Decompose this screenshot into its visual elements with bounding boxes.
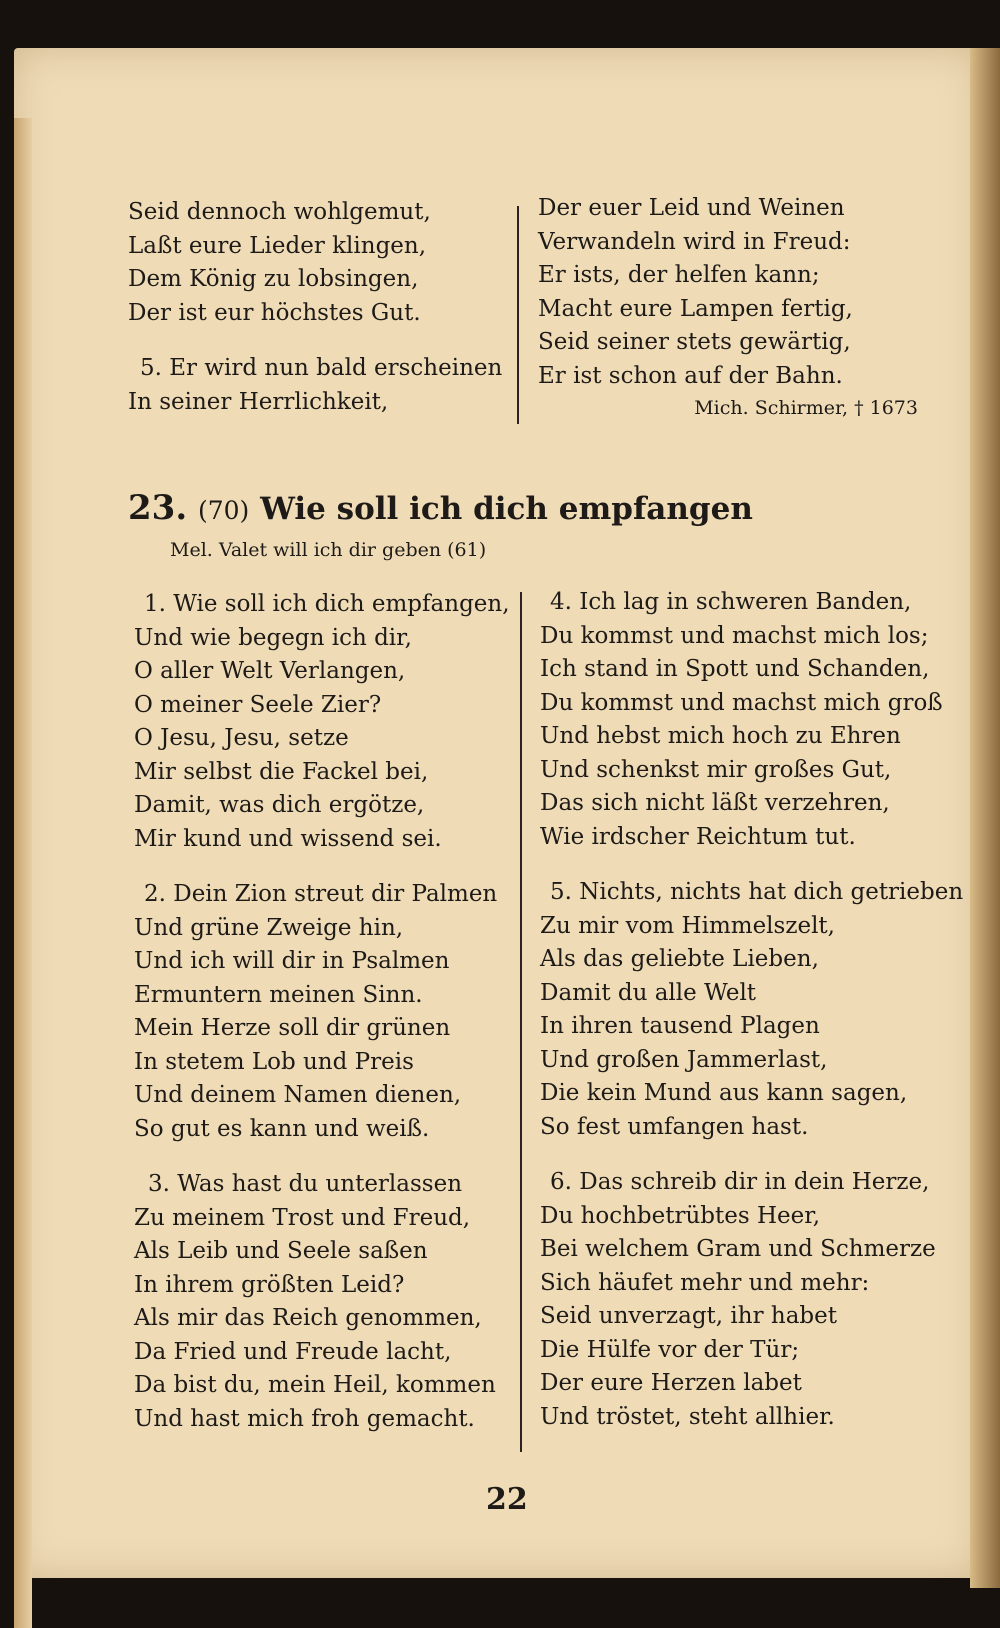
hymn-number: 23. xyxy=(128,488,188,528)
verse-line: In stetem Lob und Preis xyxy=(134,1048,414,1075)
page-number: 22 xyxy=(486,1482,528,1517)
top-right-verse xyxy=(538,192,918,419)
verse-line: Damit du alle Welt xyxy=(540,979,757,1006)
verse-line: 2. Dein Zion streut dir Palmen xyxy=(144,881,498,907)
page-edge xyxy=(14,118,32,1628)
melody-note: Mel. Valet will ich dir geben (61) xyxy=(170,539,487,561)
verse-line: In ihren tausend Plagen xyxy=(540,1013,820,1039)
verse-line: Er ists, der helfen kann; xyxy=(538,262,820,288)
verse-line: 5. Nichts, nichts hat dich getrieben xyxy=(550,879,964,905)
verse-line: 4. Ich lag in schweren Banden, xyxy=(550,589,912,615)
verse-line: Der ist eur höchstes Gut. xyxy=(128,299,421,326)
right-column xyxy=(540,586,963,1434)
hymn-heading xyxy=(128,488,753,528)
verse-line: Damit, was dich ergötze, xyxy=(134,792,425,818)
verse-line: Seid unverzagt, ihr habet xyxy=(540,1303,837,1329)
verse-line: 5. Er wird nun bald erscheinen xyxy=(140,355,503,381)
book-edge xyxy=(970,48,1000,1588)
verse-line: O meiner Seele Zier? xyxy=(134,691,382,718)
verse-line: 6. Das schreib dir in dein Herze, xyxy=(550,1169,930,1195)
verse-line: Ermuntern meinen Sinn. xyxy=(134,981,423,1008)
verse-line: Mir selbst die Fackel bei, xyxy=(134,758,429,785)
hymn-title: Wie soll ich dich empfangen xyxy=(260,491,753,527)
author-credit: Mich. Schirmer, † 1673 xyxy=(694,397,918,419)
verse-line: Laßt eure Lieder klingen, xyxy=(128,232,427,259)
verse-line: Zu mir vom Himmelszelt, xyxy=(540,912,835,939)
verse-line: Dem König zu lobsingen, xyxy=(128,266,419,292)
verse-line: Und deinem Namen dienen, xyxy=(134,1082,462,1108)
column-divider xyxy=(520,592,522,1452)
verse-line: Du hochbetrübtes Heer, xyxy=(540,1202,821,1229)
verse-line: Da Fried und Freude lacht, xyxy=(134,1338,452,1365)
verse-line: Wie irdscher Reichtum tut. xyxy=(540,823,856,850)
left-column xyxy=(134,588,510,1436)
verse-line: So gut es kann und weiß. xyxy=(134,1115,430,1142)
verse-line: In seiner Herrlichkeit, xyxy=(128,388,389,415)
verse-line: Und großen Jammerlast, xyxy=(540,1046,828,1073)
verse-line: Mein Herze soll dir grünen xyxy=(134,1015,451,1041)
hymn-reference: (70) xyxy=(197,496,250,525)
verse-line: Sich häufet mehr und mehr: xyxy=(540,1269,870,1296)
verse-line: Und hast mich froh gemacht. xyxy=(134,1405,475,1432)
verse-line: O aller Welt Verlangen, xyxy=(134,658,406,684)
verse-line: Du kommst und machst mich groß xyxy=(540,689,943,716)
verse-line: O Jesu, Jesu, setze xyxy=(134,725,349,751)
verse-line: Verwandeln wird in Freud: xyxy=(538,228,851,255)
verse-line: Die Hülfe vor der Tür; xyxy=(540,1336,800,1363)
verse-line: Und tröstet, steht allhier. xyxy=(540,1403,835,1430)
verse-line: Und hebst mich hoch zu Ehren xyxy=(540,723,901,749)
verse-line: Und wie begegn ich dir, xyxy=(134,624,412,651)
column-divider xyxy=(517,206,519,424)
verse-line: Du kommst und machst mich los; xyxy=(540,622,929,649)
verse-line: Er ist schon auf der Bahn. xyxy=(538,362,843,389)
verse-line: Und grüne Zweige hin, xyxy=(134,914,404,941)
verse-line: Die kein Mund aus kann sagen, xyxy=(540,1080,908,1106)
verse-line: Bei welchem Gram und Schmerze xyxy=(540,1236,936,1262)
verse-line: Seid dennoch wohlgemut, xyxy=(128,199,431,225)
top-left-verse xyxy=(128,196,502,419)
verse-line: In ihrem größten Leid? xyxy=(134,1271,405,1298)
verse-line: Macht eure Lampen fertig, xyxy=(538,295,853,322)
verse-line: Seid seiner stets gewärtig, xyxy=(538,329,851,355)
verse-line: Zu meinem Trost und Freud, xyxy=(134,1204,471,1231)
verse-line: Da bist du, mein Heil, kommen xyxy=(134,1372,496,1398)
verse-line: 3. Was hast du unterlassen xyxy=(148,1171,463,1197)
verse-line: Der eure Herzen labet xyxy=(540,1370,802,1396)
verse-line: Ich stand in Spott und Schanden, xyxy=(540,656,930,682)
verse-line: So fest umfangen hast. xyxy=(540,1113,809,1140)
verse-line: Und schenkst mir großes Gut, xyxy=(540,756,892,783)
verse-line: Das sich nicht läßt verzehren, xyxy=(540,790,890,816)
verse-line: Und ich will dir in Psalmen xyxy=(134,948,450,974)
verse-line: Der euer Leid und Weinen xyxy=(538,195,845,221)
verse-line: Als Leib und Seele saßen xyxy=(134,1238,428,1264)
verse-line: Als mir das Reich genommen, xyxy=(134,1305,482,1331)
verse-line: Als das geliebte Lieben, xyxy=(540,946,819,972)
verse-line: 1. Wie soll ich dich empfangen, xyxy=(144,591,510,617)
verse-line: Mir kund und wissend sei. xyxy=(134,825,442,852)
